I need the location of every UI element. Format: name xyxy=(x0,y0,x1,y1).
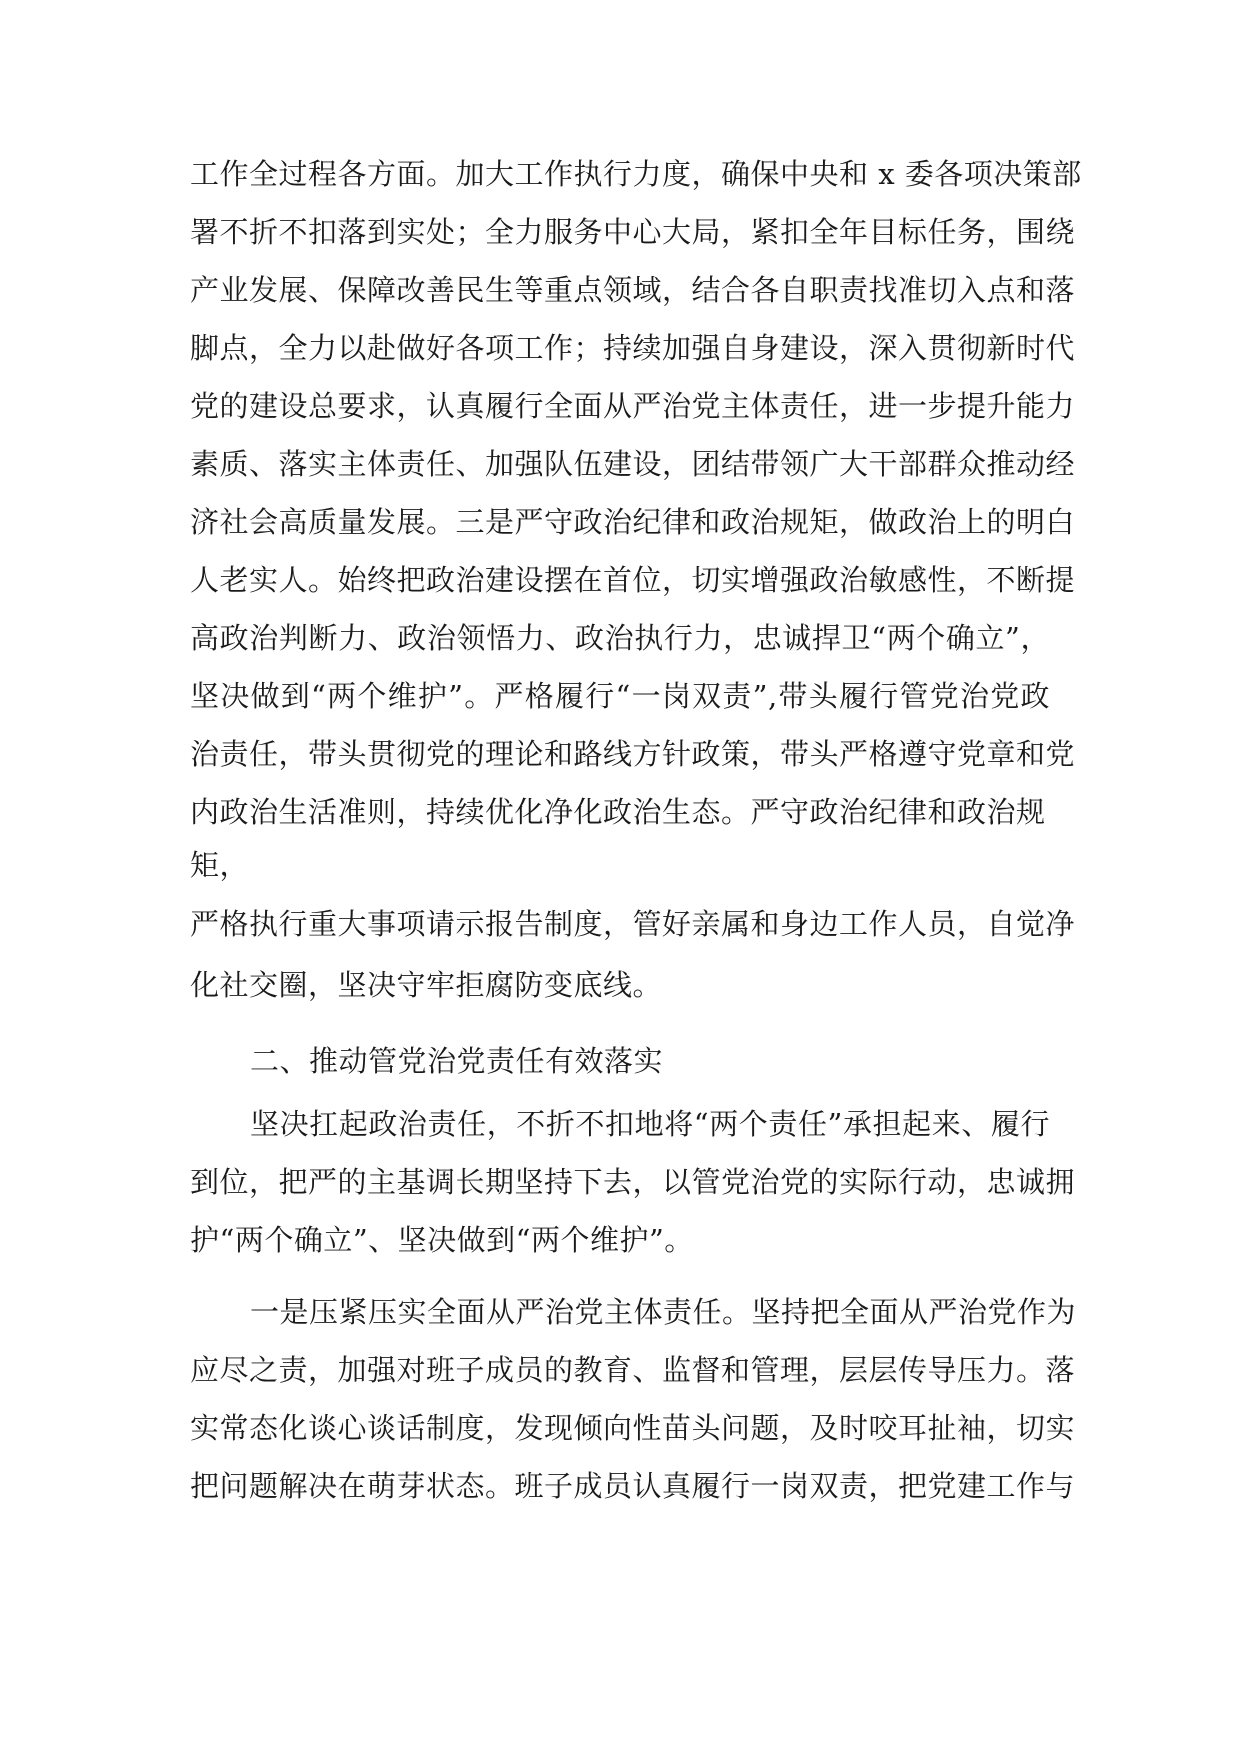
body-text-line: 一是压紧压实全面从严治党主体责任。坚持把全面从严治党作为 xyxy=(250,1295,1077,1329)
body-text-line: 内政治生活准则，持续优化净化政治生态。严守政治纪律和政治规 xyxy=(190,795,1046,829)
body-text-line: 济社会高质量发展。三是严守政治纪律和政治规矩，做政治上的明白 xyxy=(190,505,1076,539)
body-text-line: 到位，把严的主基调长期坚持下去，以管党治党的实际行动，忠诚拥 xyxy=(190,1165,1076,1199)
section-heading: 二、推动管党治党责任有效落实 xyxy=(250,1044,664,1078)
body-text-line: 产业发展、保障改善民生等重点领域，结合各自职责找准切入点和落 xyxy=(190,273,1076,307)
body-text-line: 素质、落实主体责任、加强队伍建设，团结带领广大干部群众推动经 xyxy=(190,447,1076,481)
body-text-line: 脚点，全力以赴做好各项工作；持续加强自身建设，深入贯彻新时代 xyxy=(190,331,1076,365)
body-text-line: 坚决扛起政治责任，不折不扣地将“两个责任”承担起来、履行 xyxy=(250,1107,1050,1141)
body-text-line: 坚决做到“两个维护”。严格履行“一岗双责”,带头履行管党治党政 xyxy=(190,679,1050,713)
body-text-line: 党的建设总要求，认真履行全面从严治党主体责任，进一步提升能力 xyxy=(190,389,1076,423)
body-text-line: 严格执行重大事项请示报告制度，管好亲属和身边工作人员，自觉净 xyxy=(190,907,1076,941)
body-text-line: 实常态化谈心谈话制度，发现倾向性苗头问题，及时咬耳扯袖，切实 xyxy=(190,1411,1076,1445)
body-text-line: 化社交圈，坚决守牢拒腐防变底线。 xyxy=(190,968,663,1002)
body-text-line: 工作全过程各方面。加大工作执行力度，确保中央和 x 委各项决策部 xyxy=(190,157,1082,191)
body-text-line: 治责任，带头贯彻党的理论和路线方针政策，带头严格遵守党章和党 xyxy=(190,737,1076,771)
body-text-line: 护“两个确立”、坚决做到“两个维护”。 xyxy=(190,1223,694,1257)
body-text-line: 把问题解决在萌芽状态。班子成员认真履行一岗双责，把党建工作与 xyxy=(190,1469,1076,1503)
body-text-line: 人老实人。始终把政治建设摆在首位，切实增强政治敏感性，不断提 xyxy=(190,563,1076,597)
body-text-line: 矩， xyxy=(190,848,250,882)
body-text-line: 应尽之责，加强对班子成员的教育、监督和管理，层层传导压力。落 xyxy=(190,1353,1076,1387)
body-text-line: 署不折不扣落到实处；全力服务中心大局，紧扣全年目标任务，围绕 xyxy=(190,215,1076,249)
body-text-line: 高政治判断力、政治领悟力、政治执行力，忠诚捍卫“两个确立”， xyxy=(190,621,1050,655)
